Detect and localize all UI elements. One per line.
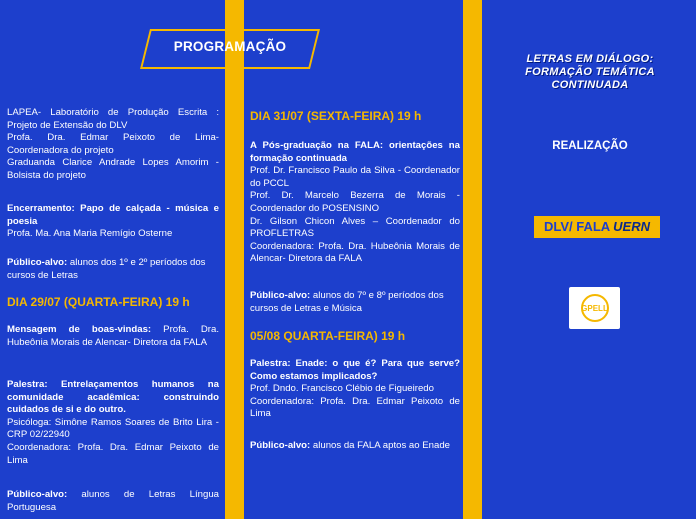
psicologa: Psicóloga: Simône Ramos Soares de Brito Lira - CRP 02/22940: [7, 416, 219, 441]
encerramento-title: Encerramento: Papo de calçada - música e poesia: [7, 203, 219, 227]
pos-title: A Pós-graduação na FALA: orientações na formação continuada: [250, 140, 460, 164]
realizacao-heading: REALIZAÇÃO: [552, 140, 628, 152]
left-column: [7, 0, 287, 519]
gpell-text: GPELL: [581, 304, 608, 313]
event-title-line2: FORMAÇÃO TEMÁTICA: [525, 66, 655, 78]
day-heading-3107: DIA 31/07 (SEXTA-FEIRA) 19 h: [250, 109, 422, 123]
encerramento-prof: Profa. Ma. Ana Maria Remígio Osterne: [7, 228, 173, 240]
pos-graduacao-block: [250, 140, 460, 266]
programacao-label: PROGRAMAÇÃO: [173, 39, 287, 54]
dlv-fala-uern-logo: [534, 216, 660, 238]
mensagem-block: [7, 324, 219, 349]
prof-marcelo: Prof. Dr. Marcelo Bezerra de Morais - Coordenador do POSENSINO: [250, 190, 460, 214]
dlv-fala-text: DLV/ FALA: [543, 218, 611, 234]
publico-text: alunos da FALA aptos ao Enade: [310, 440, 450, 451]
coordenadora: Coordenadora: Profa. Dra. Edmar Peixoto de Lima: [7, 441, 219, 466]
mensagem-label: Mensagem de boas-vindas:: [7, 324, 152, 335]
lapea-block: [7, 107, 219, 183]
publico-text: alunos do 7º e 8º períodos dos cursos de Letras e Música: [250, 290, 444, 314]
publico-label: Público-alvo:: [7, 489, 68, 500]
gpell-logo: [569, 287, 620, 329]
publico-label: Público-alvo:: [250, 290, 311, 301]
uern-text: UERN: [613, 218, 651, 234]
lapea-title: LAPEA- Laboratório de Produção Escrita : Projeto de Extensão do DLV: [7, 107, 219, 131]
day-heading-0508: 05/08 QUARTA-FEIRA) 19 h: [250, 329, 406, 343]
palestra-title: Palestra: Entrelaçamentos humanos na comunidade acadêmica: construindo cuidados de si e do outro.: [7, 379, 219, 416]
encerramento-block: [7, 203, 219, 241]
coordenadora-edmar: Coordenadora: Profa. Dra. Edmar Peixoto de Lima: [250, 395, 460, 420]
lapea-coordinator: Profa. Dra. Edmar Peixoto de Lima- Coordenadora do projeto: [7, 132, 219, 156]
coordenadora-fala: Coordenadora: Profa. Dra. Hubeônia Morais de Alencar- Diretora da FALA: [250, 240, 460, 265]
enade-title: Palestra: Enade: o que é? Para que serve? Como estamos implicados?: [250, 358, 460, 382]
day-heading-2907: DIA 29/07 (QUARTA-FEIRA) 19 h: [7, 295, 190, 309]
prof-francisco: Prof. Dr. Francisco Paulo da Silva - Coordenador do PCCL: [250, 165, 460, 189]
event-title-line3: CONTINUADA: [551, 79, 629, 91]
publico-alvo-1: [7, 257, 219, 282]
middle-column: [250, 0, 460, 519]
lapea-bolsista: Graduanda Clarice Andrade Lopes Amorim - Bolsista do projeto: [7, 157, 219, 181]
publico-alvo-3: [250, 290, 460, 315]
yellow-divider-left: [225, 0, 244, 519]
publico-alvo-2: [7, 489, 219, 514]
publico-text: alunos de Letras Língua Portuguesa: [7, 489, 219, 513]
publico-alvo-4: [250, 440, 460, 453]
event-title-line1: LETRAS EM DIÁLOGO:: [526, 53, 654, 65]
event-title: [490, 53, 690, 92]
enade-block: [250, 358, 460, 421]
prof-gilson: Dr. Gilson Chicon Alves – Coordenador do PROFLETRAS: [250, 215, 460, 240]
publico-text: alunos dos 1º e 2º períodos dos cursos de Letras: [7, 257, 206, 281]
publico-label: Público-alvo:: [7, 257, 68, 268]
prof-dndo: Prof. Dndo. Francisco Clébio de Figueiredo: [250, 383, 434, 395]
publico-label: Público-alvo:: [250, 440, 311, 451]
right-column: [490, 0, 690, 519]
yellow-divider-right: [463, 0, 482, 519]
mensagem-text: Profa. Dra. Hubeônia Morais de Alencar- Diretora da FALA: [7, 324, 219, 348]
palestra-block: [7, 379, 219, 467]
